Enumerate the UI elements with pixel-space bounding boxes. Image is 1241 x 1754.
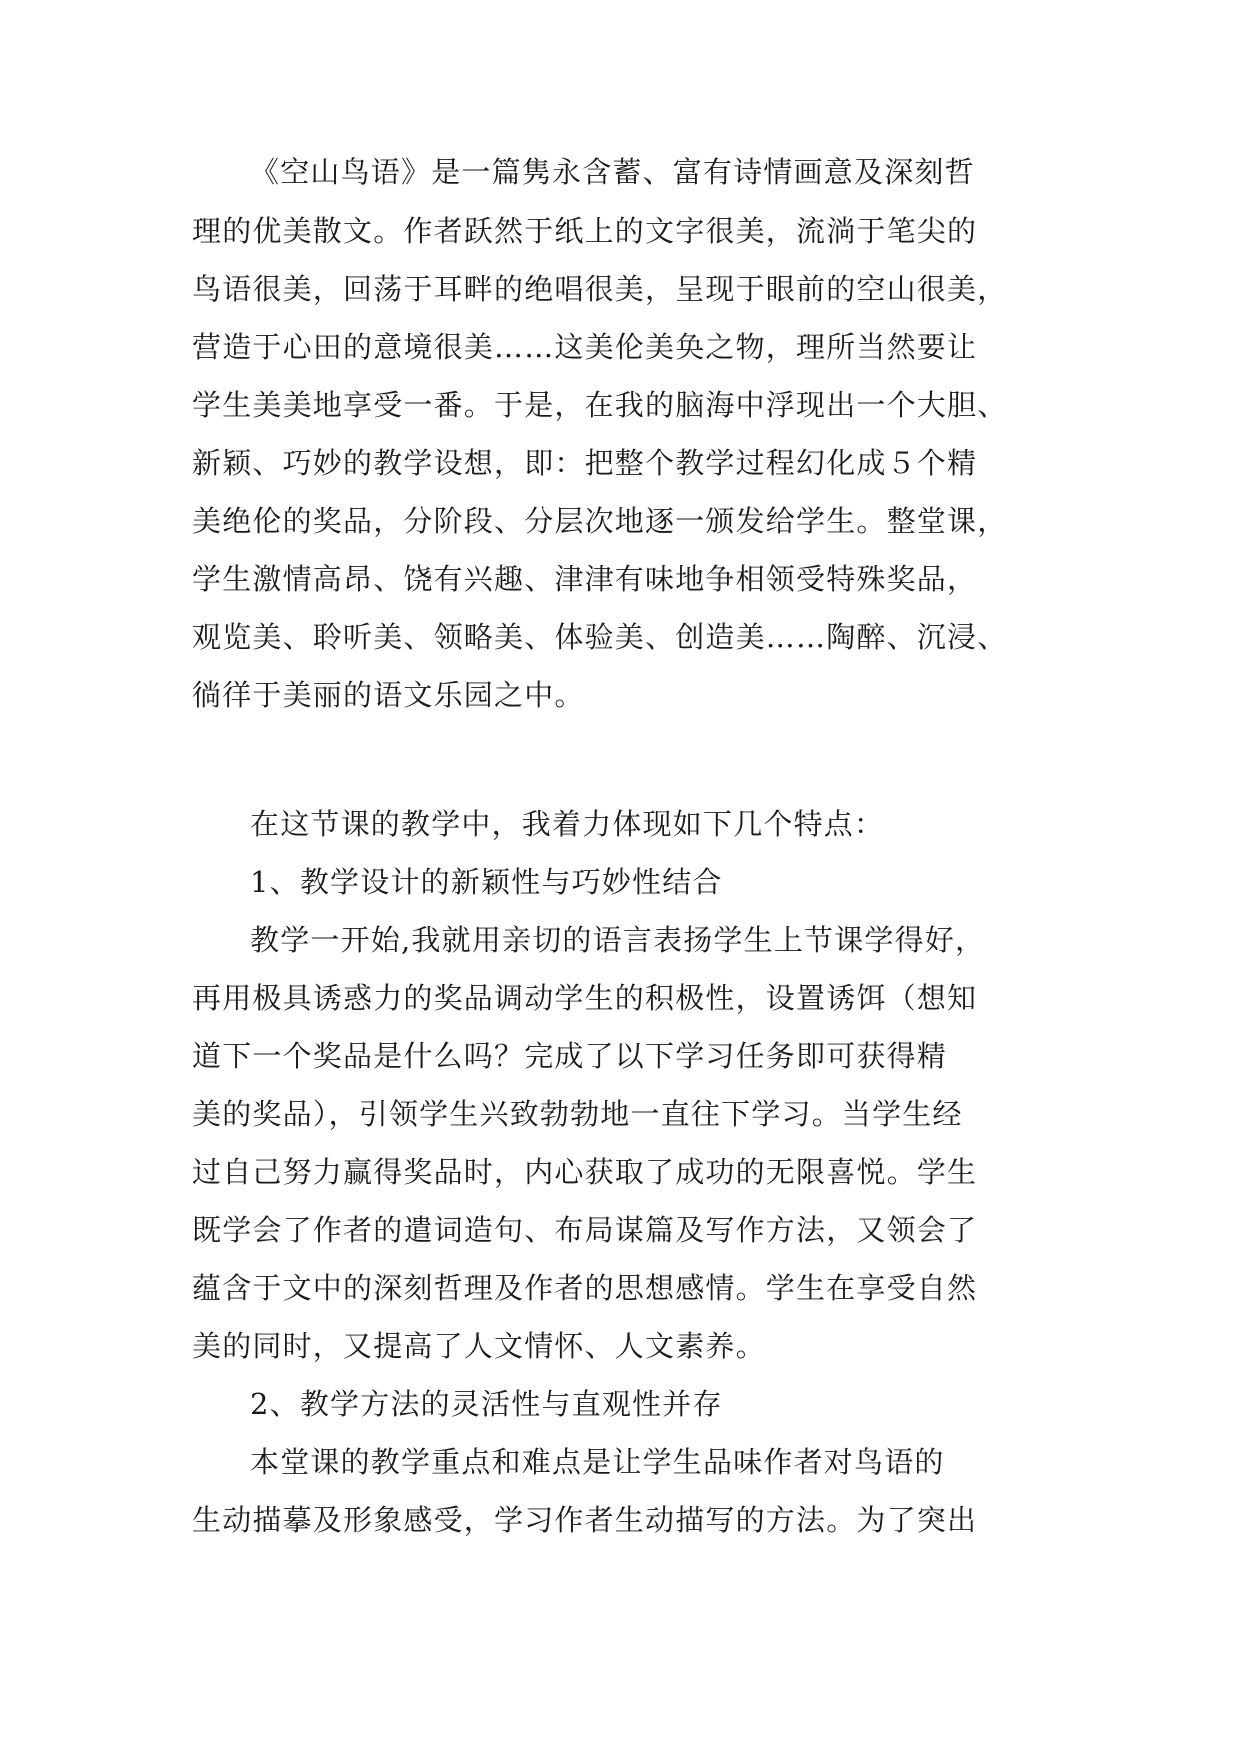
paragraph-1-line-1: 《空山鸟语》是一篇隽永含蓄、富有诗情画意及深刻哲 <box>250 155 975 189</box>
paragraph-1-line-10: 徜徉于美丽的语文乐园之中。 <box>192 678 585 712</box>
paragraph-2-line-8: 美的同时，又提高了人文情怀、人文素养。 <box>192 1329 766 1363</box>
paragraph-1-line-5: 学生美美地享受一番。于是，在我的脑海中浮现出一个大胆、 <box>192 388 1008 422</box>
paragraph-2-line-2: 再用极具诱惑力的奖品调动学生的积极性，设置诱饵（想知 <box>192 981 978 1015</box>
paragraph-2-line-5: 过自己努力赢得奖品时，内心获取了成功的无限喜悦。学生 <box>192 1155 978 1189</box>
paragraph-2-line-6: 既学会了作者的遣词造句、布局谋篇及写作方法，又领会了 <box>192 1213 978 1247</box>
paragraph-1-line-6: 新颖、巧妙的教学设想，即：把整个教学过程幻化成５个精 <box>192 446 978 480</box>
paragraph-2-line-4: 美的奖品），引领学生兴致勃勃地一直往下学习。当学生经 <box>192 1097 963 1131</box>
paragraph-1-line-4: 营造于心田的意境很美……这美伦美奂之物，理所当然要让 <box>192 330 978 364</box>
section-heading-1: 1、教学设计的新颖性与巧妙性结合 <box>250 865 723 899</box>
section-heading-2: 2、教学方法的灵活性与直观性并存 <box>250 1387 723 1421</box>
paragraph-3-line-1: 本堂课的教学重点和难点是让学生品味作者对鸟语的 <box>250 1445 945 1479</box>
paragraph-1-line-8: 学生激情高昂、饶有兴趣、津津有味地争相领受特殊奖品， <box>192 562 978 596</box>
paragraph-1-line-7: 美绝伦的奖品，分阶段、分层次地逐一颁发给学生。整堂课， <box>192 504 1008 538</box>
intro-line: 在这节课的教学中，我着力体现如下几个特点： <box>250 807 885 841</box>
paragraph-1-line-2: 理的优美散文。作者跃然于纸上的文字很美，流淌于笔尖的 <box>192 214 978 248</box>
paragraph-2-line-3: 道下一个奖品是什么吗？完成了以下学习任务即可获得精 <box>192 1039 948 1073</box>
paragraph-2-line-7: 蕴含于文中的深刻哲理及作者的思想感情。学生在享受自然 <box>192 1271 978 1305</box>
paragraph-2-line-1: 教学一开始,我就用亲切的语言表扬学生上节课学得好， <box>250 923 986 957</box>
paragraph-1-line-3: 鸟语很美，回荡于耳畔的绝唱很美，呈现于眼前的空山很美， <box>192 272 1008 306</box>
paragraph-1-line-9: 观览美、聆听美、领略美、体验美、创造美……陶醉、沉浸、 <box>192 620 1008 654</box>
paragraph-3-line-2: 生动描摹及形象感受，学习作者生动描写的方法。为了突出 <box>192 1503 978 1537</box>
